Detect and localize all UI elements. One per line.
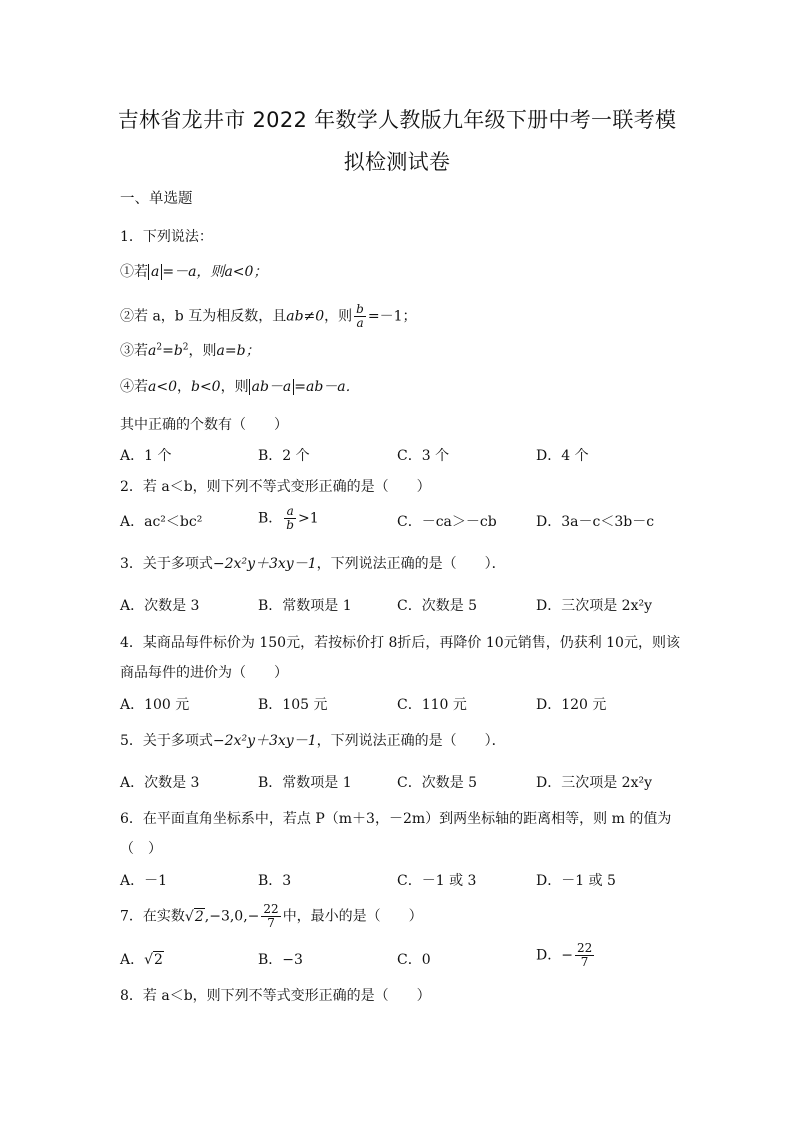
q5-option-c[interactable]: C．次数是 5 (397, 775, 478, 791)
section-heading: 一、单选题 (120, 191, 193, 207)
q1-s4-c2: b<0 (190, 379, 221, 395)
q2-optb-den: b (286, 518, 294, 532)
q1-s2-num: b (356, 302, 364, 316)
q1-option-c[interactable]: C．3 个 (397, 448, 450, 464)
q1-option-b[interactable]: B．2 个 (258, 448, 310, 464)
q3-polynomial: −2x²y＋3xy－1 (212, 556, 317, 572)
q3-option-a[interactable]: A．次数是 3 (120, 598, 200, 614)
q4-stem-line-2: 商品每件的进价为（ ） (120, 665, 288, 681)
q3-option-b[interactable]: B．常数项是 1 (258, 598, 352, 614)
q7-option-a[interactable] (120, 950, 164, 970)
q1-s1-prefix: ①若 (120, 264, 148, 280)
q1-s4-tail: =ab－a． (294, 379, 360, 395)
q1-statement-3: ③若$a^2=b^2$，则a=b； (120, 342, 260, 359)
q1-s4-abs: ab－a (249, 379, 295, 395)
q7-opta-radicand: 2 (154, 952, 163, 968)
q2-stem: 2．若 a＜b，则下列不等式变形正确的是（ ） (120, 479, 431, 495)
q7-optd-fraction (575, 942, 594, 969)
q1-s3-prefix: ③若 (120, 343, 148, 359)
q1-s2-prefix: ②若 a，b 互为相反数，且 (120, 308, 287, 325)
q8-stem: 8．若 a＜b，则下列不等式变形正确的是（ ） (120, 988, 431, 1004)
q1-s4-c1: a<0 (148, 379, 177, 395)
q3-stem (120, 554, 506, 574)
q5-option-b[interactable]: B．常数项是 1 (258, 775, 352, 791)
q7-option-d[interactable] (536, 942, 596, 969)
q2-option-d[interactable]: D．3a－c＜3b－c (536, 514, 655, 530)
q5-stem-post: ，下列说法正确的是（ ）． (316, 733, 506, 749)
q6-stem-line-1: 6．在平面直角坐标系中，若点 P（m＋3，－2m）到两坐标轴的距离相等，则 m 的值为 (120, 811, 672, 827)
q4-option-b[interactable]: B．105 元 (258, 697, 328, 713)
q7-optd-num: 22 (576, 941, 593, 955)
q5-option-d[interactable]: D．三次项是 2x²y (536, 775, 652, 791)
q1-statement-2 (120, 303, 417, 330)
q1-statement-1 (120, 262, 267, 282)
q1-stem: 1．下列说法： (120, 229, 213, 245)
q1-s2-den: a (356, 316, 364, 330)
title-line-1: 吉林省龙井市 2022 年数学人教版九年级下册中考一联考模 (117, 108, 677, 132)
q1-s3-b: b (173, 343, 183, 359)
q7-optd-prefix: D．− (536, 947, 573, 964)
q1-s2-mid: ，则 (324, 308, 353, 325)
q7-den: 7 (267, 916, 275, 930)
q1-s1-mid: =－a，则 (162, 264, 225, 280)
title-line-2: 拟检测试卷 (343, 150, 451, 174)
q1-s1-abs: a (148, 264, 162, 280)
q3-stem-post: ，下列说法正确的是（ ）． (316, 556, 506, 572)
q1-s2-cond: ab≠0 (286, 308, 325, 325)
q4-option-c[interactable]: C．110 元 (397, 697, 467, 713)
q7-opta-sqrt: √2 (144, 952, 163, 968)
q1-statement-4 (120, 377, 360, 397)
q1-s1-tail: a<0； (224, 264, 268, 280)
q4-option-a[interactable]: A．100 元 (120, 697, 190, 713)
q7-option-c[interactable]: C．0 (397, 952, 431, 968)
q4-stem-line-1: 4．某商品每件标价为 150元，若按标价打 8折后，再降价 10元销售，仍获利 10元，则该 (120, 635, 680, 651)
q7-sqrt: √2 (184, 908, 204, 925)
q7-stem-post: 中，最小的是（ ） (282, 908, 423, 925)
q7-stem-pre: 7．在实数 (120, 908, 185, 925)
q3-stem-pre: 3．关于多项式 (120, 556, 213, 572)
q1-s3-a: a (148, 343, 157, 359)
q2-option-b[interactable] (258, 505, 319, 532)
q2-option-c[interactable]: C．－ca＞－cb (397, 514, 497, 530)
q5-stem-pre: 5．关于多项式 (120, 733, 213, 749)
q7-num: 22 (263, 902, 279, 916)
q6-option-a[interactable]: A．－1 (120, 873, 168, 889)
q1-s3-mid1: = (162, 343, 174, 359)
q1-s2-tail: =－1； (367, 308, 417, 325)
q4-option-d[interactable]: D．120 元 (536, 697, 607, 713)
q3-option-d[interactable]: D．三次项是 2x²y (536, 598, 652, 614)
q1-s4-mid: ，则 (220, 379, 249, 395)
q1-s3-tail: a=b； (216, 343, 260, 359)
q1-s2-fraction (354, 303, 366, 330)
q1-s4-sep: ， (176, 379, 191, 395)
q2-optb-prefix: B． (258, 510, 283, 527)
q1-s3-mid2: ，则 (188, 343, 217, 359)
q2-optb-num: a (284, 505, 296, 519)
q2-optb-fraction (284, 505, 296, 532)
q1-s4-prefix: ④若 (120, 379, 148, 395)
q7-opta-prefix: A． (120, 952, 145, 968)
q6-option-b[interactable]: B．3 (258, 873, 292, 889)
q7-list: ,−3,0,− (204, 908, 260, 925)
q6-stem-line-2: （ ） (120, 841, 162, 857)
q2-option-a[interactable]: A．ac²＜bc² (120, 514, 203, 530)
q7-stem (120, 903, 423, 930)
q5-polynomial: −2x²y＋3xy－1 (212, 733, 317, 749)
q1-ask: 其中正确的个数有（ ） (120, 417, 288, 433)
q7-optd-den: 7 (580, 955, 589, 969)
q6-option-c[interactable]: C．－1 或 3 (397, 873, 477, 889)
q5-stem (120, 731, 506, 751)
q7-option-b[interactable]: B．−3 (258, 952, 303, 968)
q6-option-d[interactable]: D．－1 或 5 (536, 873, 616, 889)
q2-optb-tail: >1 (297, 510, 319, 527)
q1-option-d[interactable]: D．4 个 (536, 448, 589, 464)
q5-option-a[interactable]: A．次数是 3 (120, 775, 200, 791)
q1-option-a[interactable]: A．1 个 (120, 448, 172, 464)
q7-radicand: 2 (194, 908, 204, 925)
q3-option-c[interactable]: C．次数是 5 (397, 598, 478, 614)
q7-fraction (261, 903, 280, 930)
